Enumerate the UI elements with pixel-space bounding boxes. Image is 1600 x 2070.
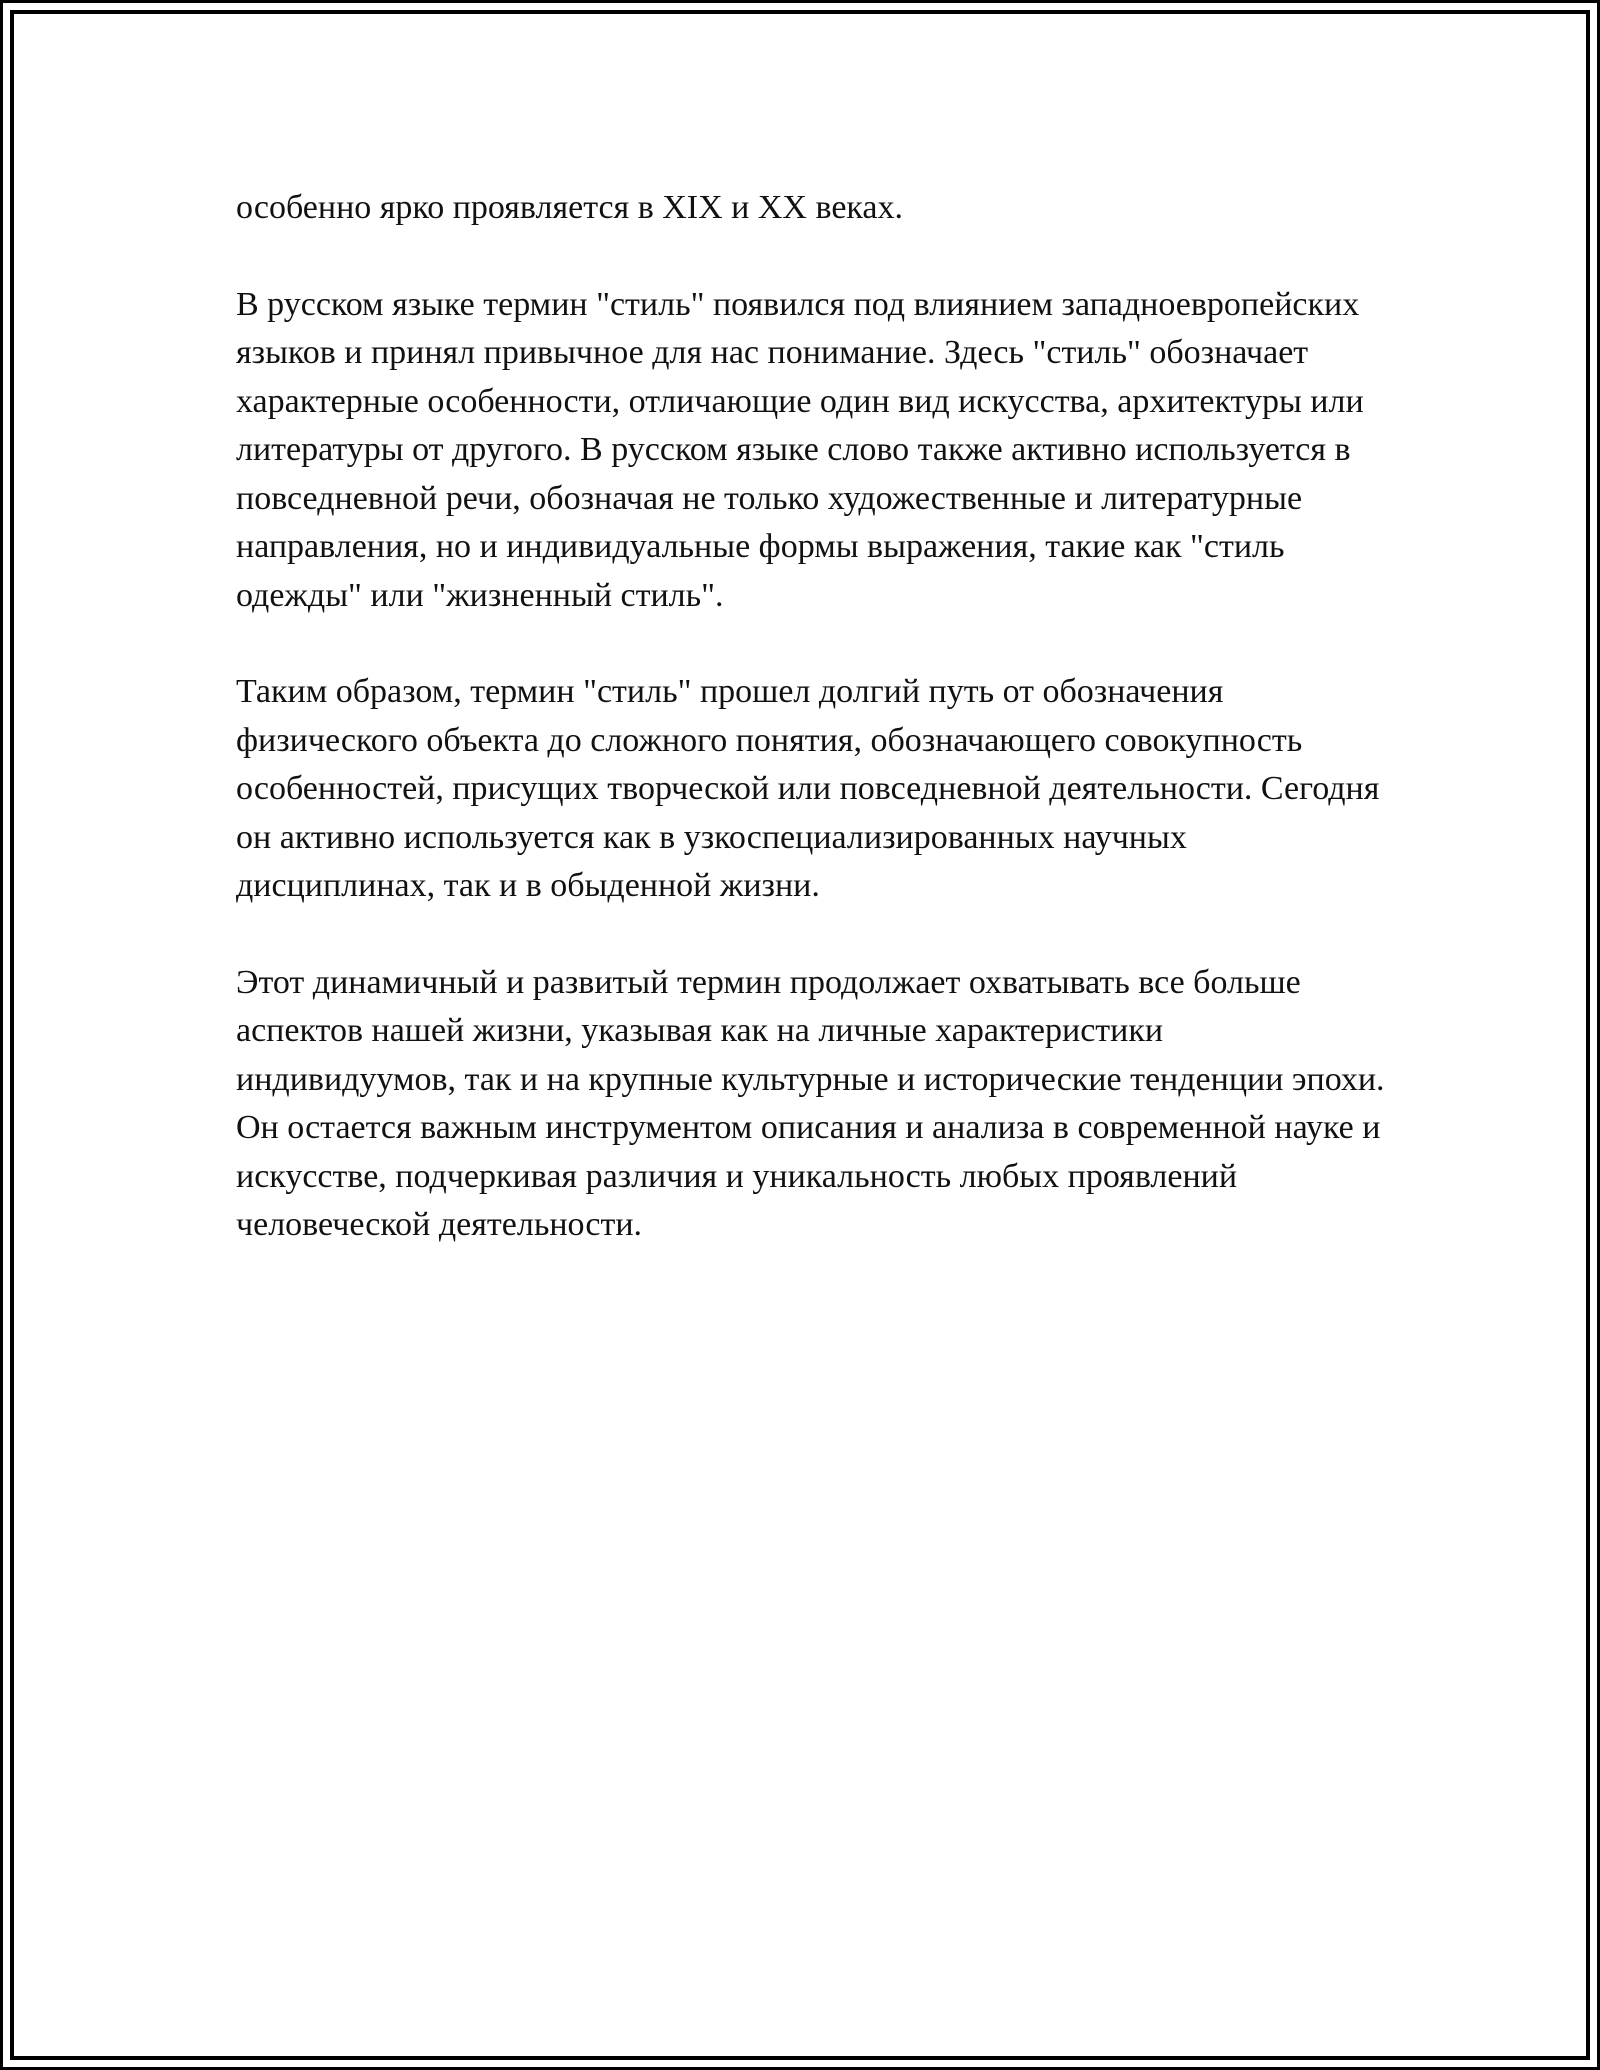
document-body — [236, 184, 1386, 1250]
paragraph-russian-term: В русском языке термин "стиль" появился под влиянием западноевропейских языков и принял привычное для нас понимание. Здесь "стиль" обозначает характерные особенности, отличающие один вид искусства, архитектуры или литературы от другого. В русском языке слово также активно используется в повседневной речи, обозначая не только художественные и литературные направления, но и индивидуальные формы выражения, такие как "стиль одежды" или "жизненный стиль". — [236, 285, 1364, 614]
paragraph-summary: Таким образом, термин "стиль" прошел долгий путь от обозначения физического объекта до сложного понятия, обозначающего совокупность особенностей, присущих творческой или повседневной деятельности. Сегодня он активно используется как в узкоспециализированных научных дисциплинах, так и в обыденной жизни. — [236, 673, 1380, 904]
paragraph-conclusion: Этот динамичный и развитый термин продолжает охватывать все больше аспектов нашей жизни, указывая как на личные характеристики индивидуумов, так и на крупные культурные и исторические тенденции эпохи. Он остается важным инструментом описания и анализа в современной науке и искусстве, подчеркивая различия и уникальность любых проявлений человеческой деятельности. — [236, 963, 1385, 1243]
paragraph-continuation: особенно ярко проявляется в XIX и XX веках. — [236, 189, 904, 226]
